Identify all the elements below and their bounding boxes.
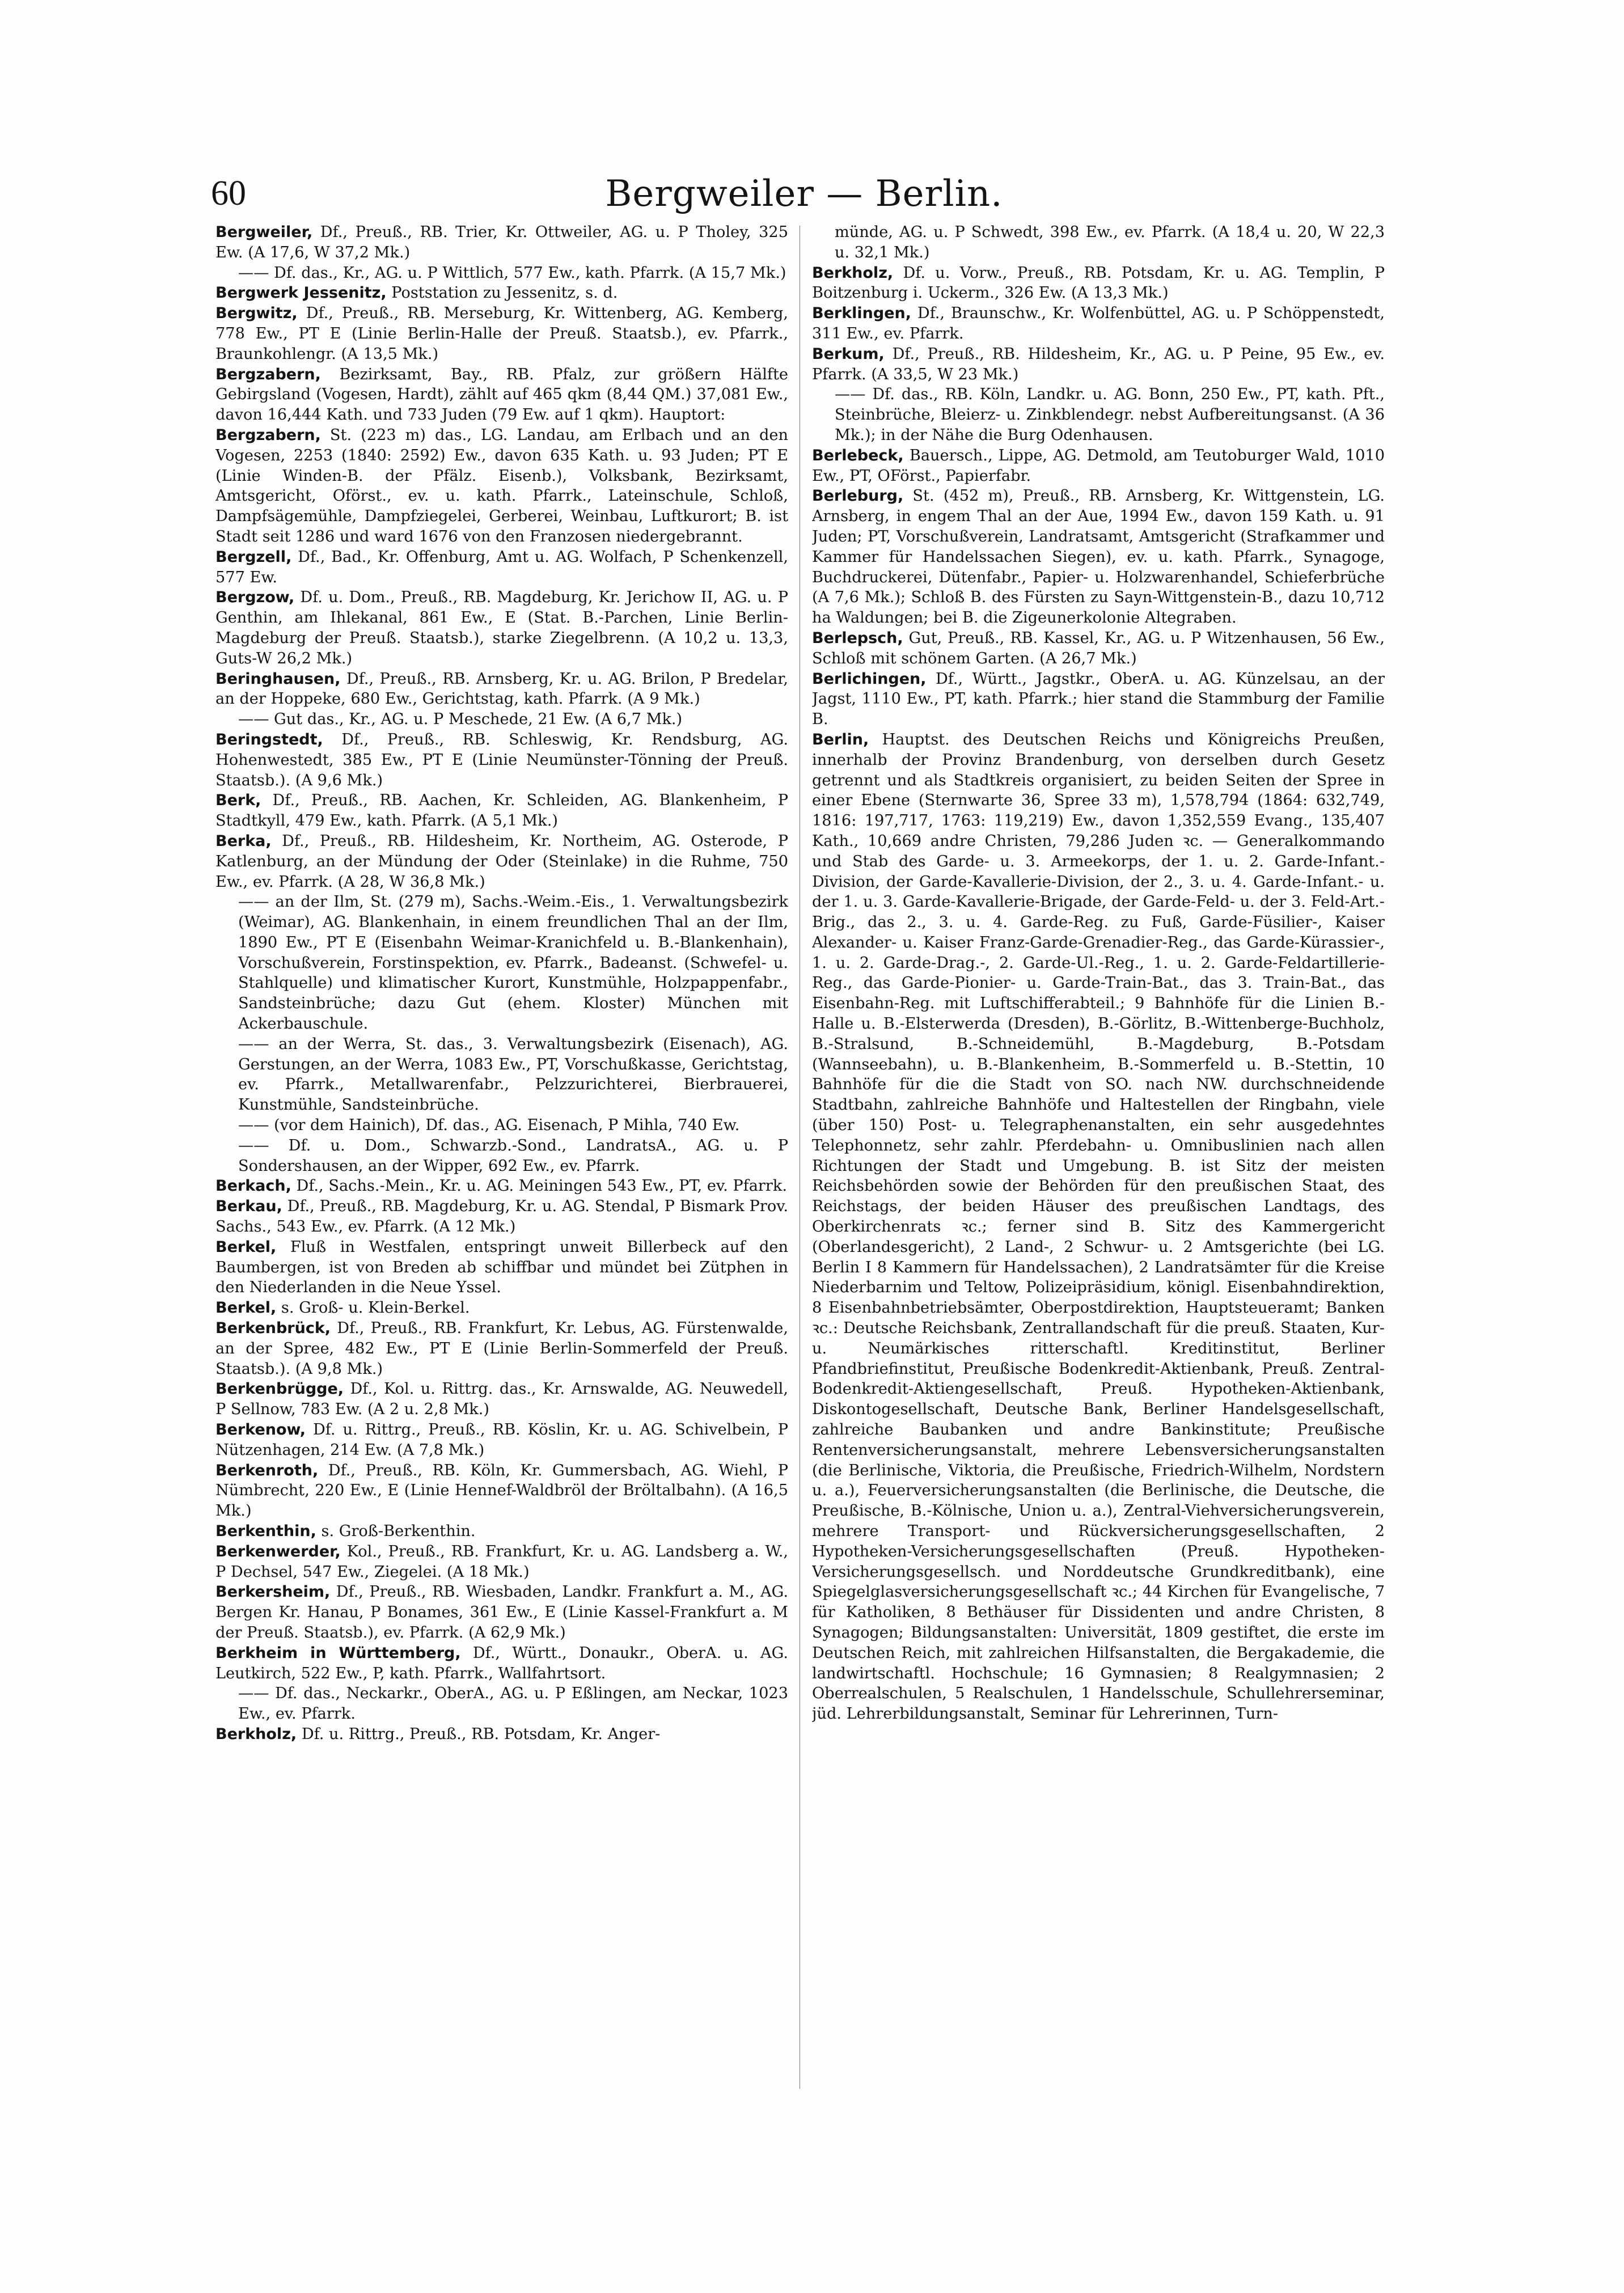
entry-text: Df., Preuß., RB. Schleswig, Kr. Rendsburg, AG. Hohenwestedt, 385 Ew., PT E (Linie Neumünster-Tönning der Preuß. Staatsb.). (A 9,6 Mk.) <box>215 730 788 789</box>
entry-headword: Berlichingen, <box>812 670 927 688</box>
entry-text: s. Groß-Berkenthin. <box>316 1522 476 1540</box>
dictionary-entry <box>215 1318 788 1379</box>
dictionary-entry <box>215 669 788 710</box>
entry-text: —— an der Werra, St. das., 3. Verwaltungsbezirk (Eisenach), AG. Gerstungen, an der Werra, 1083 Ew., PT, Vorschußkasse, Gerichtstag, ev. Pfarrk., Metallwarenfabr., Pelzzurichterei, Bierbrauerei, Kunstmühle, Sandsteinbrüche. <box>238 1035 788 1114</box>
entry-text: Bezirksamt, Bay., RB. Pfalz, zur größern Hälfte Gebirgsland (Vogesen, Hardt), zählt auf 465 qkm (8,44 QM.) 37,081 Ew., davon 16,444 Kath. und 733 Juden (79 Ew. auf 1 qkm). Hauptort: <box>215 365 788 424</box>
dictionary-entry <box>812 263 1385 304</box>
entry-text: Df., Preuß., RB. Frankfurt, Kr. Lebus, AG. Fürstenwalde, an der Spree, 482 Ew., PT E (Linie Berlin-Sommerfeld der Preuß. Staatsb.). (A 9,8 Mk.) <box>215 1319 788 1378</box>
entry-text: Kol., Preuß., RB. Frankfurt, Kr. u. AG. Landsberg a. W., P Dechsel, 547 Ew., Ziegelei. (A 18 Mk.) <box>215 1542 788 1581</box>
entry-text: Df. u. Vorw., Preuß., RB. Potsdam, Kr. u. AG. Templin, P Boitzenburg i. Uckerm., 326 Ew. (A 13,3 Mk.) <box>812 264 1385 302</box>
entry-text: Df., Preuß., RB. Magdeburg, Kr. u. AG. Stendal, P Bismark Prov. Sachs., 543 Ew., ev. Pfarrk. (A 12 Mk.) <box>215 1198 788 1236</box>
entry-text: —— (vor dem Hainich), Df. das., AG. Eisenach, P Mihla, 740 Ew. <box>238 1116 740 1135</box>
entry-headword: Beringhausen, <box>215 670 341 688</box>
entry-text: Gut, Preuß., RB. Kassel, Kr., AG. u. P Witzenhausen, 56 Ew., Schloß mit schönem Garten. (A 26,7 Mk.) <box>812 629 1385 667</box>
dictionary-entry <box>215 1461 788 1521</box>
entry-headword: Berkum, <box>812 345 885 363</box>
page-number: 60 <box>211 174 246 213</box>
dictionary-entry <box>812 344 1385 385</box>
dictionary-entry <box>215 1115 788 1136</box>
entry-text: —— Df. das., Kr., AG. u. P Wittlich, 577 Ew., kath. Pfarrk. (A 15,7 Mk.) <box>238 264 786 282</box>
entry-headword: Berkach, <box>215 1177 291 1195</box>
entry-text: Df., Preuß., RB. Hildesheim, Kr., AG. u. P Peine, 95 Ew., ev. Pfarrk. (A 33,5, W 23 Mk.) <box>812 345 1385 383</box>
dictionary-entry <box>215 1379 788 1420</box>
entry-text: —— Df. u. Dom., Schwarzb.-Sond., LandratsA., AG. u. P Sondershausen, an der Wipper, 692 Ew., ev. Pfarrk. <box>238 1136 788 1175</box>
entry-headword: Berkersheim, <box>215 1583 331 1601</box>
entry-headword: Bergzabern, <box>215 426 321 444</box>
entry-text: Poststation zu Jessenitz, s. d. <box>386 284 618 302</box>
dictionary-entry <box>215 1683 788 1724</box>
entry-headword: Berleburg, <box>812 487 904 505</box>
entry-text: Df., Preuß., RB. Merseburg, Kr. Wittenberg, AG. Kemberg, 778 Ew., PT E (Linie Berlin-Halle der Preuß. Staatsb.), ev. Pfarrk., Braunkohlengr. (A 13,5 Mk.) <box>215 304 788 363</box>
dictionary-entry <box>215 1136 788 1177</box>
dictionary-entry <box>215 365 788 425</box>
entry-text: —— Gut das., Kr., AG. u. P Meschede, 21 Ew. (A 6,7 Mk.) <box>238 710 683 729</box>
dictionary-entry <box>215 587 788 669</box>
dictionary-entry <box>812 446 1385 486</box>
entry-headword: Bergzow, <box>215 589 295 607</box>
entry-headword: Berkholz, <box>215 1725 297 1743</box>
entry-text: Df., Bad., Kr. Offenburg, Amt u. AG. Wolfach, P Schenkenzell, 577 Ew. <box>215 548 788 586</box>
dictionary-entry <box>812 303 1385 344</box>
entry-text: Bauersch., Lippe, AG. Detmold, am Teutoburger Wald, 1010 Ew., PT, OFörst., Papierfabr. <box>812 446 1385 485</box>
dictionary-entry <box>215 1521 788 1542</box>
entry-text: münde, AG. u. P Schwedt, 398 Ew., ev. Pfarrk. (A 18,4 u. 20, W 22,3 u. 32,1 Mk.) <box>835 223 1385 261</box>
dictionary-entry <box>812 222 1385 263</box>
dictionary-entry <box>215 709 788 730</box>
entry-text: s. Groß- u. Klein-Berkel. <box>276 1299 470 1317</box>
running-head: Bergweiler — Berlin. <box>605 173 1003 215</box>
entry-headword: Berkheim in Württemberg, <box>215 1644 461 1662</box>
dictionary-entry <box>215 283 788 303</box>
entry-headword: Berlebeck, <box>812 446 904 464</box>
dictionary-entry <box>215 1420 788 1461</box>
entry-headword: Berlepsch, <box>812 629 903 647</box>
entry-headword: Berklingen, <box>812 304 912 323</box>
entry-text: Df., Württ., Donaukr., OberA. u. AG. Leutkirch, 522 Ew., P, kath. Pfarrk., Wallfahrtsort. <box>215 1644 788 1682</box>
entry-text: St. (452 m), Preuß., RB. Arnsberg, Kr. Wittgenstein, LG. Arnsberg, in engem Thal an der Aue, 1994 Ew., davon 159 Kath. u. 91 Juden; PT, Vorschußverein, Landratsamt, Amtsgericht (Strafkammer und Kammer für Handelssachen Siegen), ev. u. kath. Pfarrk., Synagoge, Buchdruckerei, Dütenfabr., Papier- u. Holzwarenhandel, Schieferbrüche (A 7,6 Mk.); Schloß B. des Fürsten zu Sayn-Wittgenstein-B., dazu 10,712 ha Waldungen; bei B. die Zigeunerkolonie Altegraben. <box>812 487 1385 627</box>
entry-text: Df., Preuß., RB. Arnsberg, Kr. u. AG. Brilon, P Bredelar, an der Hoppeke, 680 Ew., Gerichtstag, kath. Pfarrk. (A 9 Mk.) <box>215 670 788 708</box>
entry-text: Df., Preuß., RB. Hildesheim, Kr. Northeim, AG. Osterode, P Katlenburg, an der Mündung der Oder (Steinlake) in die Ruhme, 750 Ew., ev. Pfarrk. (A 28, W 36,8 Mk.) <box>215 832 788 891</box>
dictionary-entry <box>812 669 1385 730</box>
entry-headword: Berlin, <box>812 730 869 748</box>
dictionary-entry <box>215 263 788 284</box>
entry-text: —— an der Ilm, St. (279 m), Sachs.-Weim.-Eis., 1. Verwaltungsbezirk (Weimar), AG. Blankenhain, in einem freundlichen Thal an der Ilm, 1890 Ew., PT E (Eisenbahn Weimar-Kranichfeld u. B.-Blankenhain), Vorschußverein, Forstinspektion, ev. Pfarrk., Badeanst. (Schwefel- u. Stahlquelle) und klimatischer Kurort, Kunstmühle, Holzpappenfabr., Sandsteinbrüche; dazu Gut (ehem. Kloster) München mit Ackerbauschule. <box>238 893 788 1033</box>
entry-headword: Berkel, <box>215 1299 277 1317</box>
entry-headword: Berkenroth, <box>215 1461 319 1479</box>
entry-text: —— Df. das., RB. Köln, Landkr. u. AG. Bonn, 250 Ew., PT, kath. Pft., Steinbrüche, Bleierz- u. Zinkblendegr. nebst Aufbereitungsanst. (A 36 Mk.); in der Nähe die Burg Odenhausen. <box>835 386 1385 444</box>
dictionary-entry <box>215 1298 788 1318</box>
entry-headword: Berkenbrück, <box>215 1319 331 1338</box>
entry-text: Hauptst. des Deutschen Reichs und Königreichs Preußen, innerhalb der Provinz Brandenburg, von derselben durch Gesetz getrennt und als Stadtkreis organisiert, zu beiden Seiten der Spree in einer Ebene (Sternwarte 36, Spree 33 m), 1,578,794 (1864: 632,749, 1816: 197,717, 1763: 119,219) Ew., davon 1,352,559 Evang., 135,407 Kath., 10,669 andre Christen, 79,286 Juden ꝛc. — Generalkommando und Stab des Garde- u. 3. Armeekorps, der 1. u. 2. Garde-Infant.-Division, der Garde-Kavallerie-Division, der 2., 3. u. 4. Garde-Infant.- u. der 1. u. 3. Garde-Kavallerie-Brigade, der Garde-Feld- u. der 3. Feld-Art.-Brig., das 2., 3. u. 4. Garde-Reg. zu Fuß, Garde-Füsilier-, Kaiser Alexander- u. Kaiser Franz-Garde-Grenadier-Reg., das Garde-Kürassier-, 1. u. 2. Garde-Drag.-, 2. Garde-Ul.-Reg., 1. u. 2. Garde-Feldartillerie-Reg., das Garde-Pionier- u. Garde-Train-Bat., das 3. Train-Bat., das Eisenbahn-Reg. mit Luftschifferabteil.; 9 Bahnhöfe für die Linien B.-Halle u. B.-Elsterwerda (Dresden), B.-Görlitz, B.-Wittenberge-Buchholz, B.-Stralsund, B.-Schneidemühl, B.-Magdeburg, B.-Potsdam (Wannseebahn), u. B.-Blankenheim, B.-Sommerfeld u. B.-Stettin, 10 Bahnhöfe für die die Stadt von SO. nach NW. durchschneidende Stadtbahn, zahlreiche Bahnhöfe und Haltestellen der Ringbahn, viele (über 150) Post- u. Telegraphenanstalten, ein sehr ausgedehntes Telephonnetz, sehr zahlr. Pferdebahn- u. Omnibuslinien nach allen Richtungen der Stadt und Umgebung. B. ist Sitz der meisten Reichsbehörden sowie der Behörden für den preußischen Staat, des Reichstags, der beiden Häuser des preußischen Landtags, des Oberkirchenrats ꝛc.; ferner sind B. Sitz des Kammergericht (Oberlandesgericht), 2 Land-, 2 Schwur- u. 2 Amtsgerichte (bei LG. Berlin I 8 Kammern für Handelssachen), 2 Landratsämter für die Kreise Niederbarnim und Teltow, Polizeipräsidium, königl. Eisenbahndirektion, 8 Eisenbahnbetriebsämter, Oberpostdirektion, Hauptsteueramt; Banken ꝛc.: Deutsche Reichsbank, Zentrallandschaft für die preuß. Staaten, Kur- u. Neumärkisches ritterschaftl. Kreditinstitut, Berliner Pfandbriefinstitut, Preußische Bodenkredit-Aktienbank, Preuß. Zentral-Bodenkredit-Aktiengesellschaft, Preuß. Hypotheken-Aktienbank, Diskontogesellschaft, Deutsche Bank, Berliner Handelsgesellschaft, zahlreiche Baubanken und andre Bankinstitute; Preußische Rentenversicherungsanstalt, mehrere Lebensversicherungsanstalten (die Berlinische, Viktoria, die Preußische, Friedrich-Wilhelm, Nordstern u. a.), Feuerversicherungsanstalten (die Berlinische, die Deutsche, die Preußische, B.-Kölnische, Union u. a.), Zentral-Viehversicherungsverein, mehrere Transport- und Rückversicherungsgesellschaften, 2 Hypotheken-Versicherungsgesellschaften (Preuß. Hypotheken-Versicherungsgesellsch. und Norddeutsche Grundkreditbank), eine Spiegelglasversicherungsgesellschaft ꝛc.; 44 Kirchen für Evangelische, 7 für Katholiken, 8 Bethäuser für Dissidenten und andre Christen, 8 Synagogen; Bildungsanstalten: Universität, 1809 gestiftet, die erste im Deutschen Reich, mit zahlreichen Hilfsanstalten, die Bergakademie, die landwirtschaftl. Hochschule; 16 Gymnasien; 8 Realgymnasien; 2 Oberrealschulen, 5 Realschulen, 1 Handelsschule, Schullehrerseminar, jüd. Lehrerbildungsanstalt, Seminar für Lehrerinnen, Turn- <box>812 730 1385 1723</box>
dictionary-entry <box>812 730 1385 1724</box>
dictionary-entry <box>215 1237 788 1298</box>
entry-headword: Berkenow, <box>215 1421 306 1439</box>
entry-text: Df., Preuß., RB. Wiesbaden, Landkr. Frankfurt a. M., AG. Bergen Kr. Hanau, P Bonames, 361 Ew., E (Linie Kassel-Frankfurt a. M der Preuß. Staatsb.), ev. Pfarrk. (A 62,9 Mk.) <box>215 1583 788 1642</box>
entry-headword: Berkenthin, <box>215 1522 316 1540</box>
entry-headword: Bergzabern, <box>215 365 321 383</box>
left-column <box>215 222 788 2093</box>
entry-text: Df. u. Dom., Preuß., RB. Magdeburg, Kr. Jerichow II, AG. u. P Genthin, am Ihlekanal, 861 Ew., E (Stat. B.-Parchen, Linie Berlin-Magdeburg der Preuß. Staatsb.), starke Ziegelbrenn. (A 10,2 u. 13,3, Guts-W 26,2 Mk.) <box>215 589 788 667</box>
entry-headword: Berkau, <box>215 1198 282 1216</box>
entry-headword: Bergzell, <box>215 548 292 566</box>
dictionary-entry <box>812 384 1385 445</box>
entry-headword: Bergwerk Jessenitz, <box>215 284 387 302</box>
entry-headword: Berk, <box>215 792 261 810</box>
dictionary-entry <box>812 486 1385 628</box>
dictionary-entry <box>215 730 788 790</box>
entry-text: Df. u. Rittrg., Preuß., RB. Potsdam, Kr. Anger- <box>297 1725 661 1743</box>
dictionary-entry <box>215 1643 788 1684</box>
entry-headword: Berkholz, <box>812 264 894 282</box>
entry-headword: Berkenwerder, <box>215 1542 341 1560</box>
entry-text: Df., Württ., Jagstkr., OberA. u. AG. Künzelsau, an der Jagst, 1110 Ew., PT, kath. Pfarrk.; hier stand die Stammburg der Familie B. <box>812 670 1385 729</box>
dictionary-entry <box>215 1724 788 1745</box>
entry-text: —— Df. das., Neckarkr., OberA., AG. u. P Eßlingen, am Neckar, 1023 Ew., ev. Pfarrk. <box>238 1685 788 1723</box>
right-column <box>812 222 1385 2093</box>
entry-headword: Berkel, <box>215 1238 277 1256</box>
entry-text: Df., Preuß., RB. Köln, Kr. Gummersbach, AG. Wiehl, P Nümbrecht, 220 Ew., E (Linie Hennef-Waldbröl der Bröltalbahn). (A 16,5 Mk.) <box>215 1461 788 1520</box>
entry-text: Df., Preuß., RB. Trier, Kr. Ottweiler, AG. u. P Tholey, 325 Ew. (A 17,6, W 37,2 Mk.) <box>215 223 788 261</box>
entry-text: Df., Preuß., RB. Aachen, Kr. Schleiden, AG. Blankenheim, P Stadtkyll, 479 Ew., kath. Pfarrk. (A 5,1 Mk.) <box>215 792 788 830</box>
dictionary-entry <box>812 628 1385 669</box>
dictionary-entry <box>215 892 788 1034</box>
entry-headword: Berkenbrügge, <box>215 1380 344 1398</box>
entry-text: Df., Braunschw., Kr. Wolfenbüttel, AG. u. P Schöppenstedt, 311 Ew., ev. Pfarrk. <box>812 304 1385 342</box>
dictionary-entry <box>215 1034 788 1115</box>
entry-headword: Bergwitz, <box>215 304 298 323</box>
two-column-body <box>215 222 1395 2093</box>
entry-headword: Bergweiler, <box>215 223 313 241</box>
dictionary-entry <box>215 547 788 588</box>
dictionary-entry <box>215 1176 788 1196</box>
entry-text: Fluß in Westfalen, entspringt unweit Billerbeck auf den Baumbergen, ist von Breden ab schiffbar und mündet bei Zütphen in den Niederlanden in die Neue Yssel. <box>215 1238 788 1297</box>
entry-text: St. (223 m) das., LG. Landau, am Erlbach und an den Vogesen, 2253 (1840: 2592) Ew., davon 635 Kath. u. 93 Juden; PT E (Linie Winden-B. der Pfälz. Eisenb.), Volksbank, Bezirksamt, Amtsgericht, Oförst., ev. u. kath. Pfarrk., Lateinschule, Schloß, Dampfsägemühle, Dampfziegelei, Gerberei, Weinbau, Luftkurort; B. ist Stadt seit 1286 und ward 1676 von den Franzosen niedergebrannt. <box>215 426 788 545</box>
entry-text: Df., Kol. u. Rittrg. das., Kr. Arnswalde, AG. Neuwedell, P Sellnow, 783 Ew. (A 2 u. 2,8 Mk.) <box>215 1380 788 1419</box>
dictionary-entry <box>215 425 788 547</box>
dictionary-entry <box>215 790 788 831</box>
dictionary-entry <box>215 1542 788 1583</box>
dictionary-entry <box>215 1196 788 1237</box>
entry-text: Df., Sachs.-Mein., Kr. u. AG. Meiningen 543 Ew., PT, ev. Pfarrk. <box>291 1177 788 1195</box>
dictionary-entry <box>215 831 788 892</box>
dictionary-entry <box>215 1582 788 1643</box>
entry-headword: Berka, <box>215 832 272 850</box>
dictionary-entry <box>215 222 788 263</box>
entry-text: Df. u. Rittrg., Preuß., RB. Köslin, Kr. u. AG. Schivelbein, P Nützenhagen, 214 Ew. (A 7,8 Mk.) <box>215 1421 788 1459</box>
entry-headword: Beringstedt, <box>215 730 323 748</box>
dictionary-entry <box>215 303 788 364</box>
